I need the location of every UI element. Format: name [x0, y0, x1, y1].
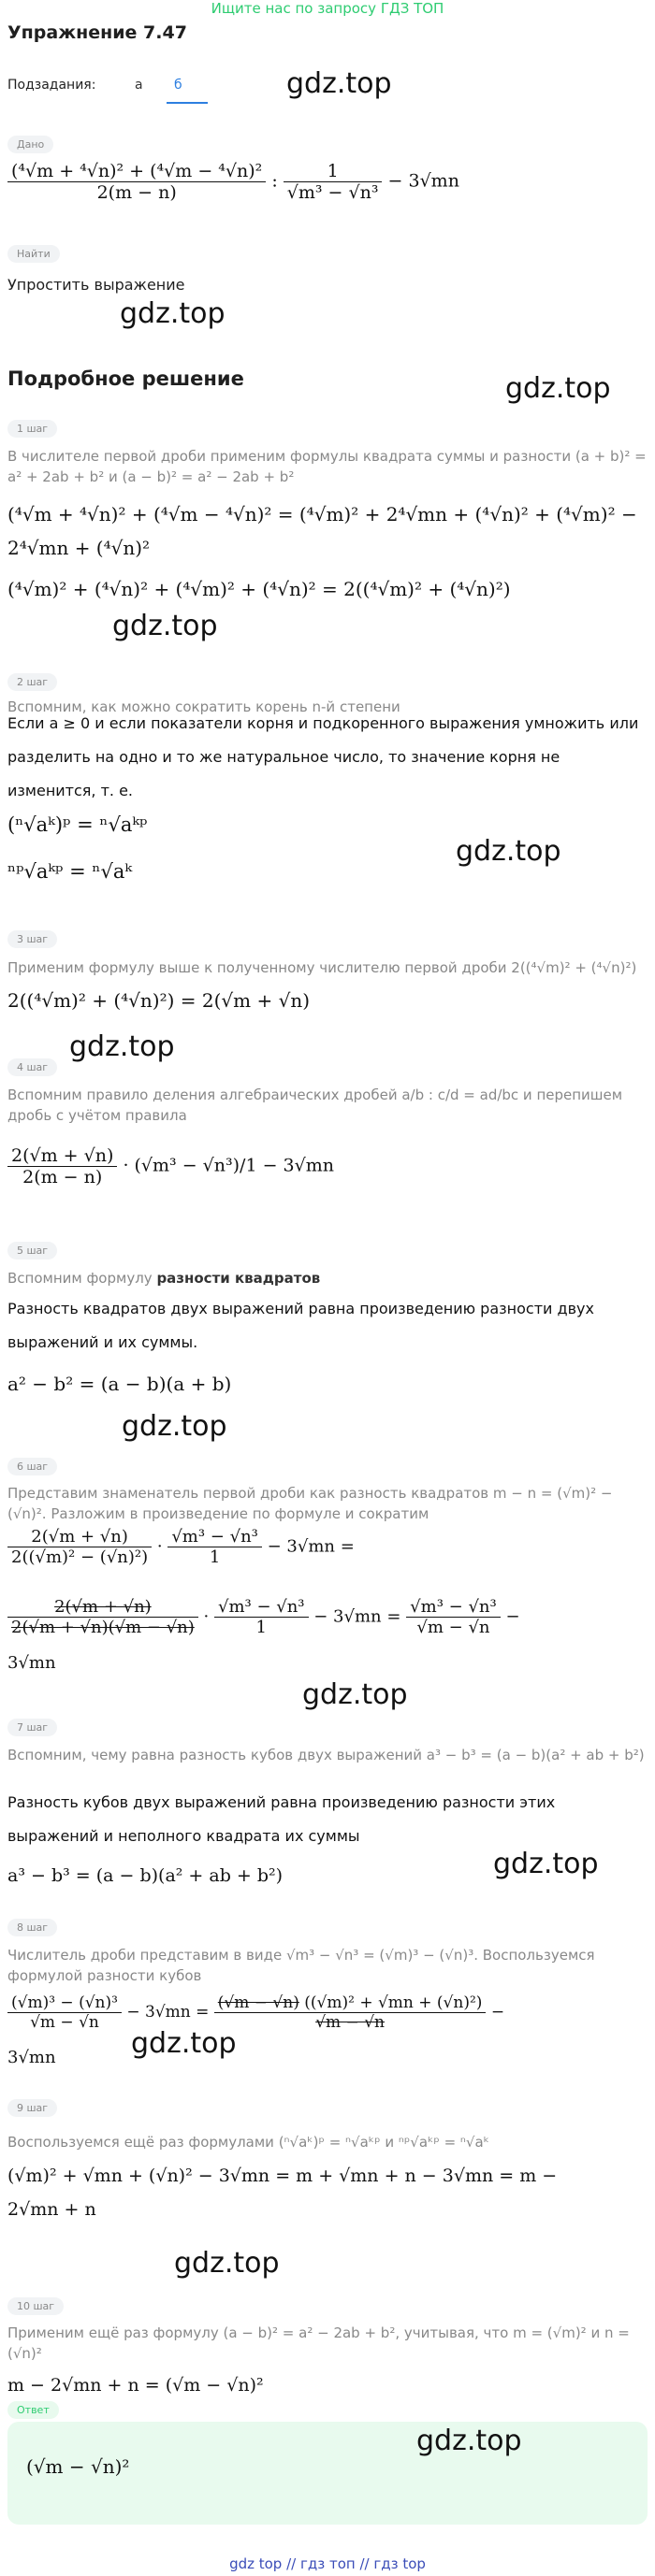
subtask-tab-b[interactable]: б [174, 78, 182, 93]
given-pill: Дано [7, 136, 53, 153]
rule-text: Разность квадратов двух выражений равна произведению разности двух выражений и их суммы. [7, 1300, 594, 1351]
step5-text-bold: разности квадратов [156, 1270, 321, 1287]
watermark: gdz.top [112, 610, 218, 642]
page-title: Упражнение 7.47 [7, 22, 187, 43]
top-banner[interactable]: Ищите нас по запросу ГДЗ ТОП [211, 0, 444, 17]
watermark: gdz.top [505, 372, 611, 405]
step8-line2: 3√mn [7, 2048, 56, 2067]
step-pill: 3 шаг [7, 930, 57, 948]
step6-line3: 3√mn [7, 1653, 56, 1673]
step-text: Представим знаменатель первой дроби как разность квадратов m − n = (√m)² − (√n)². Разложим в произведение по формуле и сократим [7, 1485, 613, 1522]
step-pill: 1 шаг [7, 420, 57, 438]
step-text: Вспомним правило деления алгебраических дробей a/b : c/d = ad/bc и перепишем дробь с учётом правила [7, 1087, 623, 1124]
step6-line2: $\frac{2(√m + √n)}{2(√m + √n)(√m - √n)}$ · $\frac{\text{√m³ − √n³}}{1}$ − 3√mn = $\frac{\text{√m³ − √n³}}{√m - √n}$ − [7, 1597, 520, 1637]
watermark: gdz.top [174, 2247, 280, 2280]
step-text: Применим ещё раз формулу (a − b)² = a² − 2ab + b², учитывая, что m = (√m)² и n = (√n)² [7, 2324, 630, 2362]
step-text: В числителе первой дроби применим формулы квадрата суммы и разности (a + b)² = a² + 2ab + b² и (a − b)² = a² − 2ab + b² [7, 448, 647, 485]
footer-links[interactable]: gdz top // гдз топ // гдз top [229, 2555, 426, 2572]
step-text: Вспомним, как можно сократить корень n-й степени [7, 698, 400, 715]
watermark: gdz.top [286, 67, 392, 100]
watermark: gdz.top [493, 1848, 599, 1880]
step-text: Применим формулу выше к полученному числителю первой дроби 2((⁴√m)² + (⁴√n)²) [7, 959, 637, 976]
step-pill: 7 шаг [7, 1719, 57, 1736]
rule-text: Если a ≥ 0 и если показатели корня и подкоренного выражения умножить или разделить на одно и то же натуральное число, то значение корня не изменится, т. е. [7, 714, 639, 799]
answer-formula: (√m − √n)² [26, 2455, 130, 2478]
step-pill: 2 шаг [7, 673, 57, 691]
active-tab-indicator [167, 102, 208, 104]
subtasks-label: Подзадания: [7, 78, 96, 93]
find-section [7, 243, 60, 263]
step-text: Воспользуемся ещё раз формулами (ⁿ√aᵏ)ᵖ = ⁿ√aᵏᵖ и ⁿᵖ√aᵏᵖ = ⁿ√aᵏ [7, 2134, 490, 2151]
step-pill: 8 шаг [7, 1919, 57, 1936]
watermark: gdz.top [120, 297, 226, 330]
step5-text-plain: Вспомним формулу [7, 1270, 157, 1287]
step-text: Числитель дроби представим в виде √m³ − √n³ = (√m)³ − (√n)³. Воспользуемся формулой разности кубов [7, 1947, 595, 1984]
watermark: gdz.top [416, 2425, 522, 2457]
rule-text: Разность кубов двух выражений равна произведению разности этих выражений и неполного квадрата их суммы [7, 1793, 556, 1845]
find-pill: Найти [7, 245, 60, 263]
step-text: Вспомним, чему равна разность кубов двух выражений a³ − b³ = (a − b)(a² + ab + b²) [7, 1747, 645, 1763]
step6-line1: $\frac{2(√m + √n)}{\text{2((√m)² − (√n)²)}}$ · $\frac{\text{√m³ − √n³}}{1}$ − 3√mn = [7, 1527, 355, 1567]
step2-formula1: (ⁿ√aᵏ)ᵖ = ⁿ√aᵏᵖ [7, 813, 148, 836]
step-pill: 6 шаг [7, 1458, 57, 1475]
step6-minus: − [505, 1606, 520, 1627]
watermark: gdz.top [122, 1410, 227, 1443]
step3-formula: 2((⁴√m)² + (⁴√n)²) = 2(√m + √n) [7, 989, 311, 1012]
step-pill: 4 шаг [7, 1058, 57, 1076]
find-text: Упростить выражение [7, 276, 185, 294]
given-section [7, 134, 53, 153]
step2-formula2: ⁿᵖ√aᵏᵖ = ⁿ√aᵏ [7, 860, 133, 883]
step4-rest: · (√m³ − √n³)/1 − 3√mn [123, 1155, 334, 1176]
step9-line2: 2√mn + n [7, 2199, 96, 2220]
answer-pill: Ответ [7, 2401, 59, 2419]
step-text [7, 1268, 320, 1288]
step-pill: 5 шаг [7, 1242, 57, 1259]
given-expression: $\frac{\text{(⁴√m + ⁴√n)² + (⁴√m − ⁴√n)²}}{2(m - n)}$ : $\frac{1}{\text{√m³ − √n³}}$ − 3√mn [7, 161, 459, 203]
step9-line1: (√m)² + √mn + (√n)² − 3√mn = m + √mn + n − 3√mn = m − [7, 2166, 558, 2186]
step10-formula: m − 2√mn + n = (√m − √n)² [7, 2375, 264, 2396]
step7-formula: a³ − b³ = (a − b)(a² + ab + b²) [7, 1865, 284, 1886]
subtask-tab-a[interactable]: а [135, 78, 143, 93]
step8-line1: $\frac{\text{(√m)³ − (√n)³}}{√m - √n}$ − 3√mn = $\frac{\text{(√m − √n) ((√m)² + √mn + (√n)²)}}{√m - √n}$ − [7, 1993, 504, 2032]
step5-formula: a² − b² = (a − b)(a + b) [7, 1373, 232, 1395]
watermark: gdz.top [131, 2027, 237, 2060]
step1-line2: 2⁴√mn + (⁴√n)² [7, 537, 151, 559]
step-pill: 10 шаг [7, 2297, 64, 2315]
step4-formula: $\frac{2(√m + √n)}{2(m - n)}$ · (√m³ − √n³)/1 − 3√mn [7, 1145, 334, 1187]
step1-line1: (⁴√m + ⁴√n)² + (⁴√m − ⁴√n)² = (⁴√m)² + 2⁴√mn + (⁴√n)² + (⁴√m)² − [7, 503, 637, 525]
step1-line3: (⁴√m)² + (⁴√n)² + (⁴√m)² + (⁴√n)² = 2((⁴√m)² + (⁴√n)²) [7, 578, 511, 600]
step-pill: 9 шаг [7, 2099, 57, 2117]
watermark: gdz.top [456, 835, 561, 868]
solution-heading: Подробное решение [7, 367, 244, 390]
watermark: gdz.top [69, 1030, 175, 1063]
watermark: gdz.top [302, 1678, 408, 1711]
